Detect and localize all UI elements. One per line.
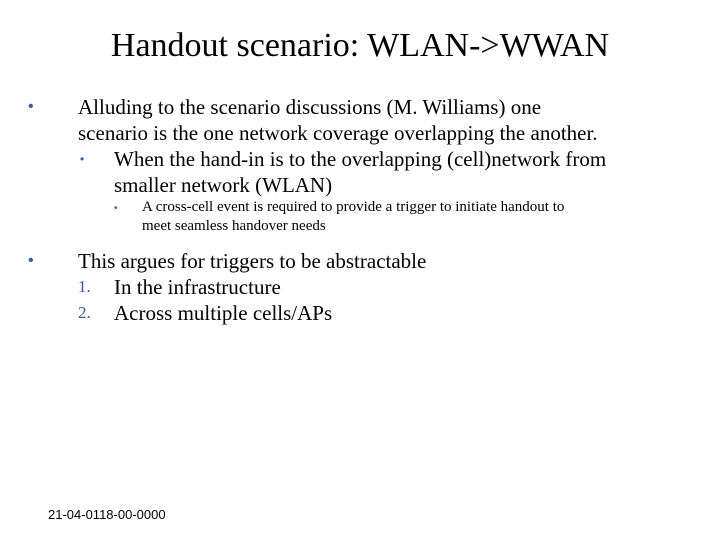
- sub-sub-bullet-marker: •: [114, 203, 118, 214]
- numbered-item-2: Across multiple cells/APs: [114, 301, 333, 325]
- sub-sub-bullet-line-2: meet seamless handover needs: [142, 218, 326, 234]
- sub-bullet-line-2: smaller network (WLAN): [114, 173, 333, 197]
- numbered-marker-2: 2.: [78, 303, 91, 322]
- bullet-2-text: This argues for triggers to be abstractable: [78, 249, 427, 273]
- sub-sub-bullet-line-1: A cross-cell event is required to provide a trigger to initiate handout to: [142, 199, 565, 215]
- numbered-marker-1: 1.: [78, 277, 91, 296]
- bullet-marker: •: [28, 252, 34, 269]
- bullet-1-line-2: scenario is the one network coverage overlapping the another.: [78, 121, 598, 145]
- sub-bullet-line-1: When the hand-in is to the overlapping (cell)network from: [114, 147, 607, 171]
- numbered-item-1: In the infrastructure: [114, 275, 281, 299]
- document-number-footer: 21-04-0118-00-0000: [48, 507, 166, 522]
- bullet-1-line-1: Alluding to the scenario discussions (M. Williams) one: [78, 95, 542, 119]
- sub-bullet-marker: •: [80, 152, 85, 166]
- bullet-marker: •: [28, 98, 34, 115]
- slide-title: Handout scenario: WLAN->WWAN: [110, 27, 610, 64]
